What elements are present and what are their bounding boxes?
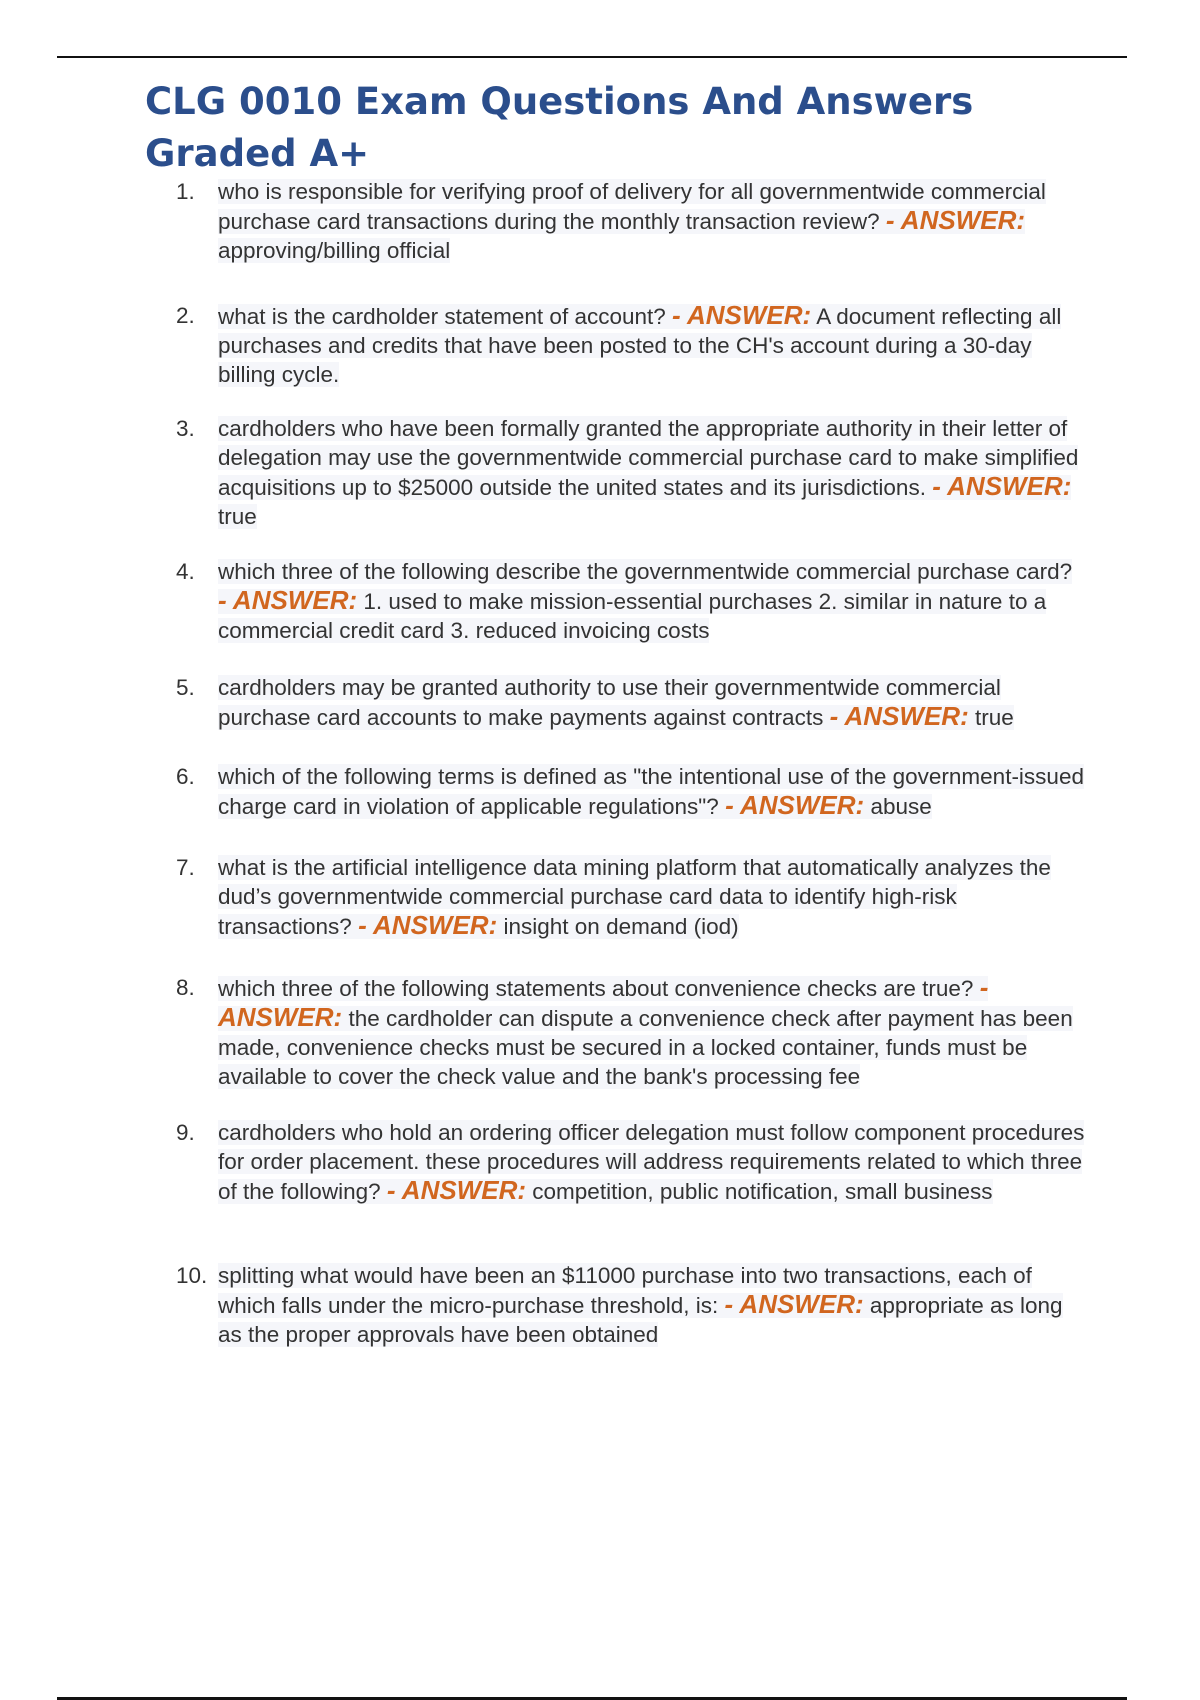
qa-item-7: [176, 853, 1086, 941]
qa-item-5: [176, 673, 1086, 732]
answer-text: the cardholder can dispute a convenience check after payment has been made, convenience checks must be secured in a locked container, funds must be available to cover the check value and the bank's processing fee: [218, 1006, 1073, 1089]
question-text: which of the following terms is defined as "the intentional use of the government-issued charge card in violation of applicable regulations"?: [218, 764, 1084, 819]
answer-text: 1. used to make mission-essential purchases 2. similar in nature to a commercial credit card 3. reduced invoicing costs: [218, 589, 1047, 643]
item-number: 9.: [176, 1120, 195, 1145]
item-number: 10.: [176, 1263, 208, 1288]
answer-text: true: [975, 705, 1014, 730]
question-text: cardholders who hold an ordering officer delegation must follow component procedures for order placement. these procedures will address requirements related to which three of the following?: [218, 1120, 1085, 1204]
item-number: 6.: [176, 764, 195, 789]
answer-label: - ANSWER:: [386, 1175, 527, 1205]
answer-label: - ANSWER:: [932, 471, 1072, 501]
qa-item-8: [176, 973, 1086, 1091]
qa-item-4: [176, 557, 1086, 645]
item-number: 3.: [176, 416, 195, 441]
answer-text: insight on demand (iod): [503, 914, 739, 939]
answer-label: - ANSWER:: [218, 972, 989, 1032]
item-number: 1.: [176, 179, 195, 204]
question-text: cardholders who have been formally granted the appropriate authority in their letter of delegation may use the governmentwide commercial purchase card to make simplified acquisitions up to $25000 outside the united states and its jurisdictions.: [218, 416, 1079, 500]
question-text: splitting what would have been an $11000 purchase into two transactions, each of which falls under the micro-purchase threshold, is:: [218, 1263, 1032, 1318]
qa-item-2: [176, 301, 1086, 389]
question-text: cardholders may be granted authority to use their governmentwide commercial purchase card accounts to make payments against contracts: [218, 675, 1001, 730]
answer-label: - ANSWER:: [724, 1289, 864, 1319]
item-number: 4.: [176, 559, 195, 584]
qa-item-6: [176, 762, 1086, 821]
answer-label: - ANSWER:: [725, 790, 865, 820]
answer-text: appropriate as long as the proper approvals have been obtained: [218, 1293, 1063, 1347]
answer-text: abuse: [870, 794, 932, 819]
answer-label: - ANSWER:: [672, 300, 812, 330]
page-title: CLG 0010 Exam Questions And Answers Graded A+: [145, 80, 974, 175]
answer-text: A document reflecting all purchases and credits that have been posted to the CH's account during a 30-day billing cycle.: [218, 304, 1062, 387]
answer-label: - ANSWER:: [885, 205, 1026, 235]
answer-text: competition, public notification, small business: [532, 1179, 993, 1204]
item-number: 5.: [176, 675, 195, 700]
answer-text: approving/billing official: [218, 238, 451, 263]
answer-label: - ANSWER:: [358, 910, 498, 940]
item-number: 2.: [176, 303, 195, 328]
qa-item-9: [176, 1118, 1086, 1206]
question-text: who is responsible for verifying proof of delivery for all governmentwide commercial purchase card transactions during the monthly transaction review?: [218, 179, 1046, 234]
question-text: what is the artificial intelligence data mining platform that automatically analyzes the dud’s governmentwide commercial purchase card data to identify high-risk transactions?: [218, 855, 1051, 939]
qa-item-3: [176, 414, 1086, 531]
question-text: which three of the following describe the governmentwide commercial purchase card?: [218, 559, 1073, 584]
top-rule: [57, 56, 1127, 58]
answer-label: - ANSWER:: [829, 701, 969, 731]
question-text: what is the cardholder statement of account?: [218, 304, 666, 329]
item-number: 8.: [176, 975, 195, 1000]
question-text: which three of the following statements about convenience checks are true?: [218, 976, 974, 1001]
item-number: 7.: [176, 855, 195, 880]
answer-text: true: [218, 504, 257, 529]
answer-label: - ANSWER:: [218, 585, 358, 615]
qa-item-1: [176, 177, 1086, 265]
qa-item-10: [176, 1261, 1086, 1349]
